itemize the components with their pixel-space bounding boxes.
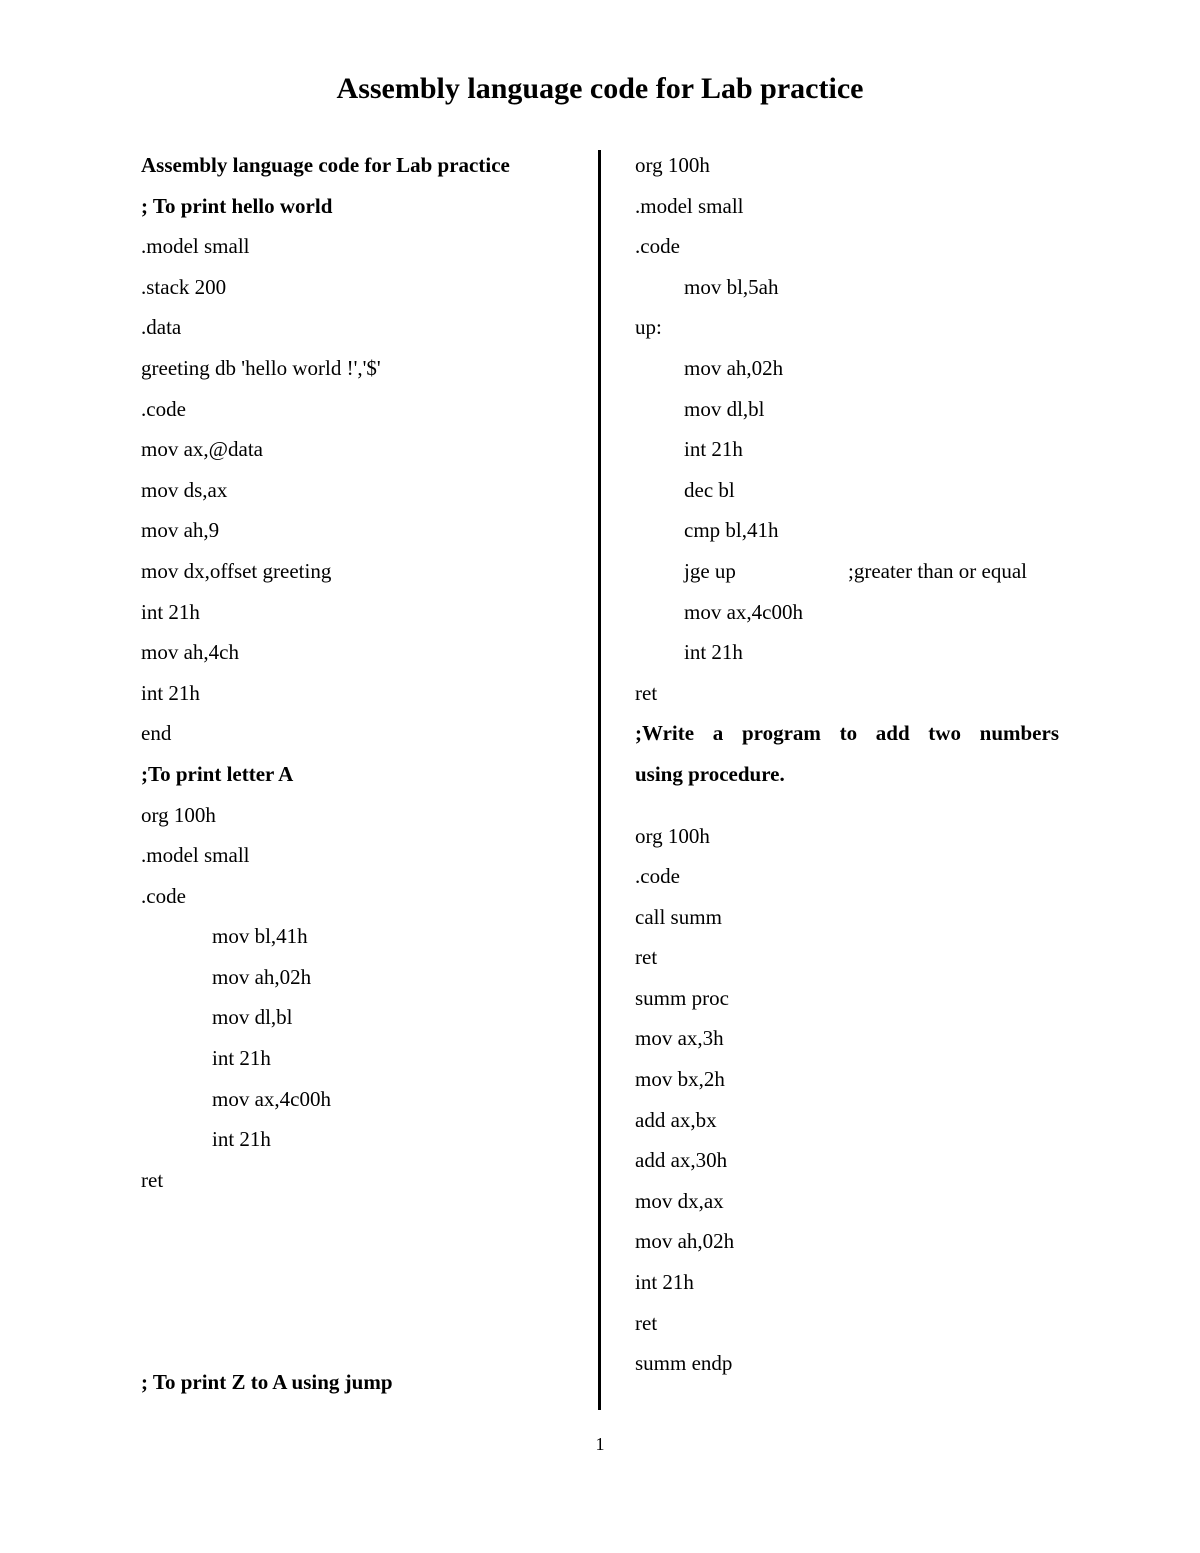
comment-heading-letter-a: ;To print letter A — [141, 761, 294, 786]
code-line: mov ah,02h — [684, 355, 784, 380]
code-line: .stack 200 — [141, 274, 227, 299]
code-line: ret — [635, 680, 658, 705]
code-line: summ endp — [635, 1351, 733, 1376]
code-line: mov ds,ax — [141, 477, 228, 502]
comment-heading-z-to-a: ; To print Z to A using jump — [141, 1370, 393, 1395]
page-number: 1 — [595, 1434, 605, 1454]
code-line: mov ah,02h — [212, 964, 312, 989]
code-line: summ proc — [635, 985, 729, 1010]
code-line: add ax,bx — [635, 1107, 717, 1132]
comment-heading-add-numbers-cont: using procedure. — [635, 761, 785, 786]
page-title: Assembly language code for Lab practice — [336, 72, 864, 105]
code-line: mov ax,@data — [141, 437, 263, 462]
section-title: Assembly language code for Lab practice — [141, 153, 510, 177]
code-line: org 100h — [141, 802, 216, 827]
code-line: .code — [141, 396, 186, 421]
code-line: mov bx,2h — [635, 1067, 725, 1092]
code-line: greeting db 'hello world !','$' — [141, 355, 381, 380]
code-line: int 21h — [635, 1270, 694, 1295]
code-line: int 21h — [684, 640, 743, 665]
code-label: up: — [635, 315, 662, 340]
code-line: ret — [635, 945, 658, 970]
code-line: mov bl,5ah — [684, 274, 779, 299]
code-line: mov ah,4ch — [141, 640, 239, 665]
blank-space — [141, 1200, 581, 1362]
code-line: mov dl,bl — [684, 396, 765, 421]
code-line: mov dl,bl — [212, 1005, 293, 1030]
code-line: mov dx,offset greeting — [141, 558, 332, 583]
inline-comment: ;greater than or equal — [848, 558, 1027, 583]
code-line: org 100h — [635, 153, 710, 177]
code-line: mov ah,9 — [141, 518, 220, 543]
code-line-with-comment — [635, 551, 1059, 592]
code-line: cmp bl,41h — [684, 518, 779, 543]
code-line: mov ax,4c00h — [684, 599, 803, 624]
code-instruction: jge up — [684, 558, 736, 583]
code-line: end — [141, 721, 172, 746]
code-line: mov dx,ax — [635, 1188, 724, 1213]
code-line: int 21h — [684, 437, 743, 462]
code-line: mov ah,02h — [635, 1229, 735, 1254]
blank-space — [635, 795, 1059, 816]
code-line: .model small — [635, 193, 744, 218]
code-line: dec bl — [684, 477, 735, 502]
column-divider — [598, 150, 601, 1410]
code-line: .code — [635, 234, 680, 259]
code-line: org 100h — [635, 823, 710, 848]
comment-heading-hello-world: ; To print hello world — [141, 193, 333, 218]
code-line: mov ax,3h — [635, 1026, 724, 1051]
code-line: add ax,30h — [635, 1148, 728, 1173]
right-column — [635, 145, 1059, 1384]
code-line: mov ax,4c00h — [212, 1086, 331, 1111]
code-line: .code — [635, 864, 680, 889]
comment-heading-add-numbers: ;Write a program to add two numbers — [635, 721, 1059, 746]
code-line: ret — [141, 1167, 164, 1192]
code-line: int 21h — [212, 1046, 271, 1071]
code-line: call summ — [635, 904, 722, 929]
code-line: int 21h — [141, 599, 200, 624]
code-line: .code — [141, 883, 186, 908]
code-line: int 21h — [141, 680, 200, 705]
code-line: int 21h — [212, 1127, 271, 1152]
code-line: mov bl,41h — [212, 924, 308, 949]
code-line: ret — [635, 1310, 658, 1335]
code-line: .model small — [141, 234, 250, 259]
code-line: .model small — [141, 843, 250, 868]
code-line: .data — [141, 315, 182, 340]
left-column — [141, 145, 581, 1403]
